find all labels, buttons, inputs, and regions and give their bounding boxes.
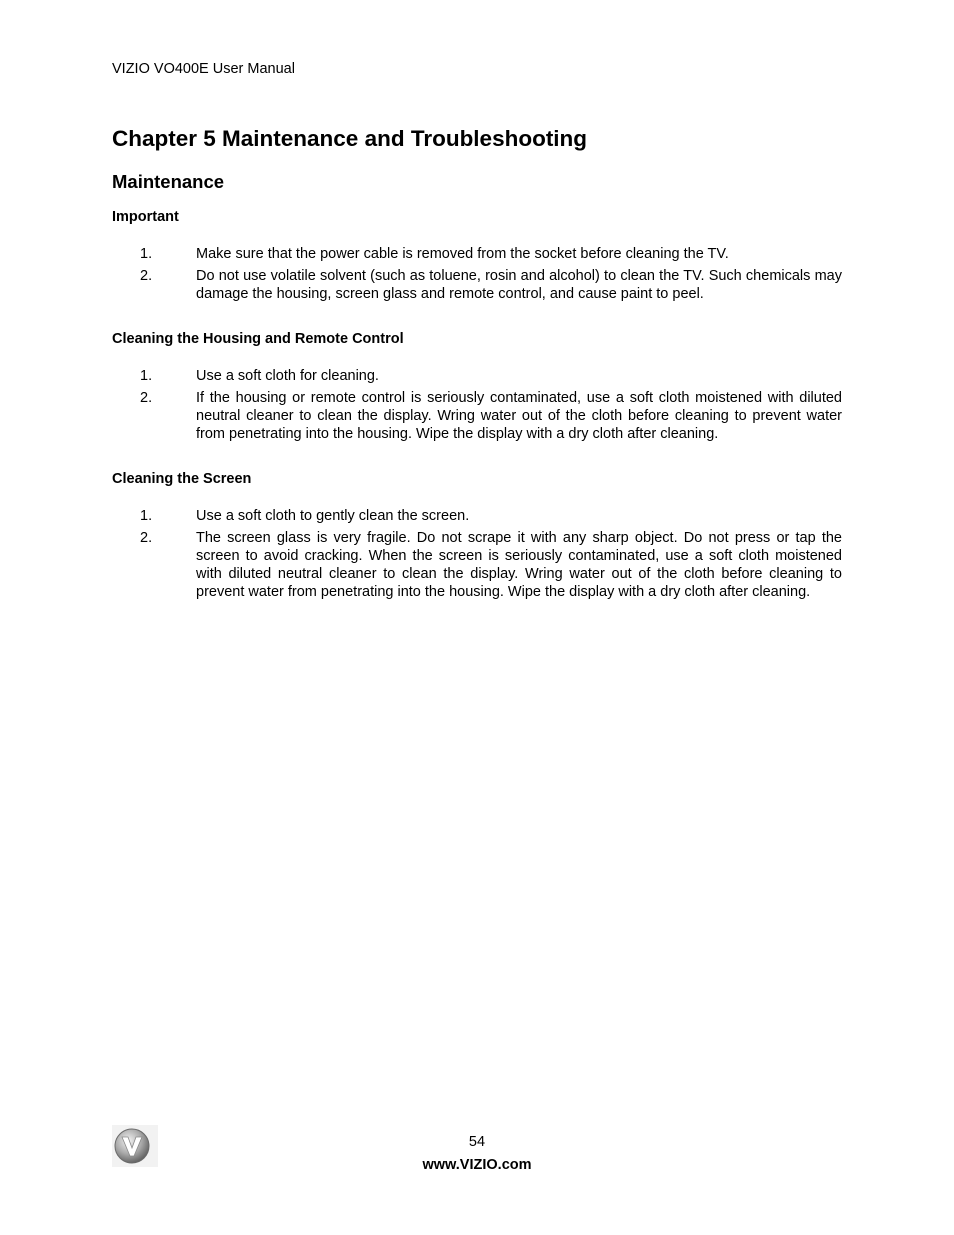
page-number: 54 <box>468 1134 486 1150</box>
list-item-text: Use a soft cloth to gently clean the screen. <box>196 508 470 524</box>
housing-heading: Cleaning the Housing and Remote Control <box>112 331 404 347</box>
list-item-text: Make sure that the power cable is removed from the socket before cleaning the TV. <box>196 246 729 262</box>
list-item <box>112 245 842 263</box>
list-item-text: If the housing or remote control is seriously contaminated, use a soft cloth moistened with diluted neutral cleaner to clean the display. Wring water out of the cloth before cleaning to prevent water from penetrating into the housing. Wipe the display with a dry cloth after cleaning. <box>196 390 842 442</box>
housing-list <box>112 367 842 443</box>
page-content <box>112 124 842 605</box>
list-item <box>112 389 842 443</box>
list-item-number: 2. <box>140 390 153 406</box>
running-header: VIZIO VO400E User Manual <box>112 61 295 77</box>
list-item <box>112 267 842 303</box>
footer-url: www.VIZIO.com <box>422 1157 532 1173</box>
chapter-title: Chapter 5 Maintenance and Troubleshooting <box>112 126 588 151</box>
list-item-number: 1. <box>140 508 153 524</box>
list-item-text: Use a soft cloth for cleaning. <box>196 368 379 384</box>
list-item-number: 1. <box>140 368 153 384</box>
section-title: Maintenance <box>112 171 225 192</box>
important-list <box>112 245 842 303</box>
list-item <box>112 367 842 385</box>
screen-list <box>112 507 842 601</box>
list-item-number: 2. <box>140 268 153 284</box>
important-heading: Important <box>112 209 179 225</box>
list-item <box>112 507 842 525</box>
list-item-number: 1. <box>140 246 153 262</box>
list-item-text: The screen glass is very fragile. Do not scrape it with any sharp object. Do not press or tap the screen to avoid cracking. When the screen is seriously contaminated, use a soft cloth moistened with diluted neutral cleaner to clean the display. Wring water out of the cloth before cleaning to prevent water from penetrating into the housing. Wipe the display with a dry cloth after cleaning. <box>196 530 842 600</box>
list-item <box>112 529 842 601</box>
list-item-text: Do not use volatile solvent (such as toluene, rosin and alcohol) to clean the TV. Such chemicals may damage the housing, screen glass and remote control, and cause paint to peel. <box>196 268 842 302</box>
screen-heading: Cleaning the Screen <box>112 471 252 487</box>
list-item-number: 2. <box>140 530 153 546</box>
